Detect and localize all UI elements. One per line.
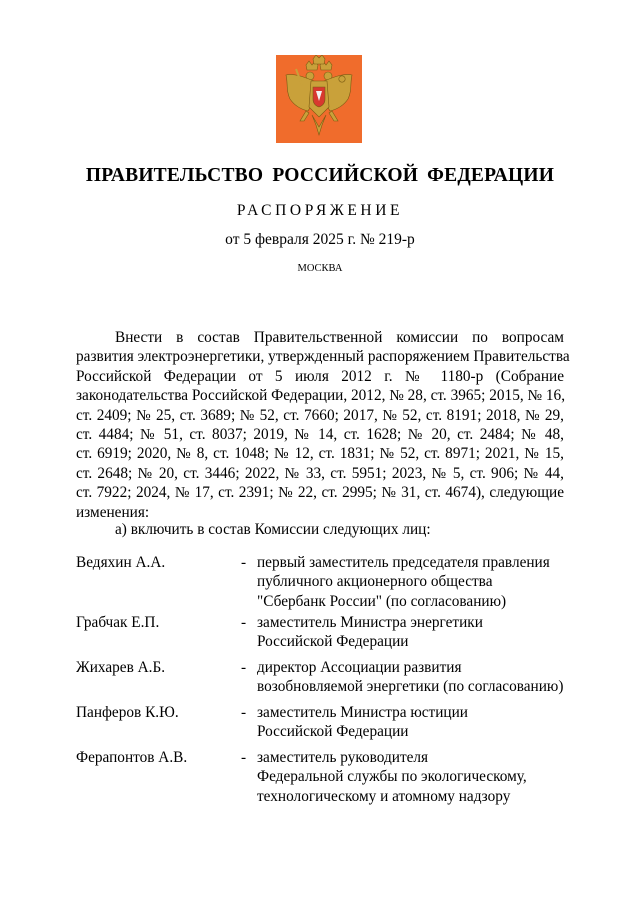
role-line: Российской Федерации [257,723,409,741]
city: МОСКВА [297,263,343,274]
body-line: законодательства Российской Федерации, 2012, № 28, ст. 3965; 2015, № 16, [76,387,566,405]
body-line: ст. 4484; № 51, ст. 8037; 2019, № 14, ст. 1628; № 20, ст. 2484; № 48, [76,426,564,444]
russian-coat-of-arms-icon [276,55,362,143]
role-line: публичного акционерного общества [257,573,493,591]
person-dash: - [241,614,247,631]
person-name: Грабчак Е.П. [76,614,160,631]
body-line: развития электроэнергетики, утвержденный распоряжением Правительства [76,348,570,366]
person-role [257,748,587,806]
document-type: РАСПОРЯЖЕНИЕ [236,202,404,219]
person-name: Ведяхин А.А. [76,554,166,571]
body-line: Внести в состав Правительственной комиссии по вопросам [115,329,564,346]
document-date: от 5 февраля 2025 г. № 219-р [225,231,415,248]
role-line: Российской Федерации [257,633,409,651]
person-role [257,703,587,742]
person-dash: - [241,554,247,571]
person-role [257,553,587,611]
role-line: первый заместитель председателя правления [257,554,550,571]
government-title: ПРАВИТЕЛЬСТВО РОССИЙСКОЙ ФЕДЕРАЦИИ [85,165,555,186]
body-line: ст. 6919; 2020, № 8, ст. 1048; № 12, ст. 1831; № 52, ст. 8971; 2021, № 15, [76,445,564,463]
person-dash: - [241,704,247,721]
item-a: а) включить в состав Комиссии следующих лиц: [115,521,431,538]
role-line: заместитель руководителя [257,749,429,766]
role-line: заместитель Министра юстиции [257,704,468,721]
person-role [257,658,587,697]
role-line: технологическому и атомному надзору [257,787,511,805]
person-name: Ферапонтов А.В. [76,749,188,766]
role-line: "Сбербанк России" (по согласованию) [257,592,507,610]
person-name: Жихарев А.Б. [76,659,166,676]
body-line: Российской Федерации от 5 июля 2012 г. № 1180-р (Собрание [76,367,564,385]
role-line: директор Ассоциации развития [257,659,462,676]
role-line: Федеральной службы по экологическому, [257,768,527,786]
body-paragraph [76,328,570,522]
body-line: ст. 2648; № 20, ст. 3446; 2022, № 33, ст. 5951; 2023, № 5, ст. 906; № 44, [76,464,564,482]
person-name: Панферов К.Ю. [76,704,179,721]
role-line: возобновляемой энергетики (по согласованию) [257,678,564,696]
body-line: ст. 2409; № 25, ст. 3689; № 52, ст. 7660; 2017, № 52, ст. 8191; 2018, № 29, [76,406,564,424]
person-role [257,613,587,652]
role-line: заместитель Министра энергетики [257,614,483,631]
body-line: ст. 7922; 2024, № 17, ст. 2391; № 22, ст. 2995; № 31, ст. 4674), следующие [76,484,564,502]
body-line: изменения: [76,503,150,521]
person-dash: - [241,659,247,676]
person-dash: - [241,749,247,766]
